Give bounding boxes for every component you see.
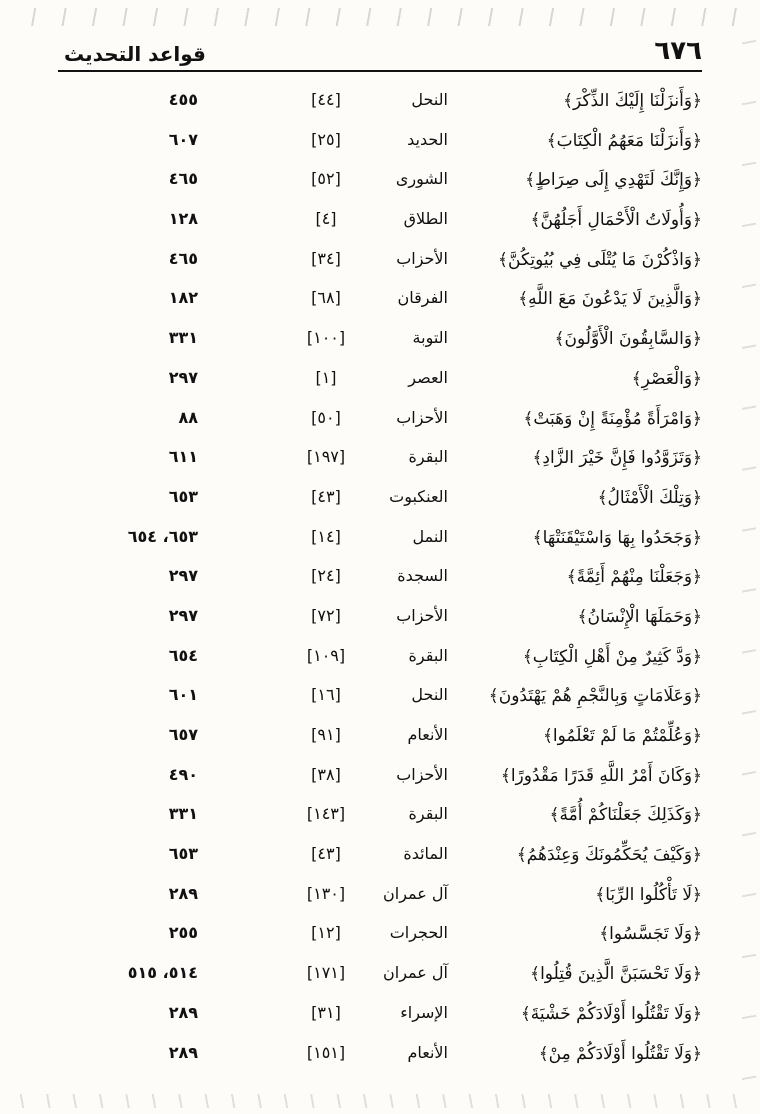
page-reference: ٦٥٣ <box>168 844 198 864</box>
surah-name: النمل <box>412 526 448 546</box>
surah-name: الفرقان <box>397 288 448 308</box>
page-reference: ٢٨٩ <box>168 1002 198 1022</box>
index-row <box>58 798 702 838</box>
index-row <box>58 560 702 600</box>
ayah-number: [٧٢] <box>311 605 341 625</box>
surah-name: الأحزاب <box>396 248 448 268</box>
ayah-number: [٦٨] <box>311 288 341 308</box>
page-reference: ٢٥٥ <box>168 923 198 943</box>
ayah-number: [٢٤] <box>311 566 341 586</box>
verse-text: ﴿وَجَحَدُوا بِهَا وَاسْتَيْقَنَتْهَا﴾ <box>532 527 702 548</box>
index-row <box>58 243 702 283</box>
page-reference: ٢٨٩ <box>168 1042 198 1062</box>
surah-name: الحجرات <box>389 923 448 943</box>
page-reference: ٢٩٧ <box>168 367 198 387</box>
ayah-number: [٢٥] <box>311 129 341 149</box>
ayah-number: [٣٤] <box>311 248 341 268</box>
verse-index-table <box>58 84 702 1076</box>
page-reference: ٤٩٠ <box>168 764 198 784</box>
verse-text: ﴿وَإِنَّكَ لَتَهْدِي إِلَى صِرَاطٍ﴾ <box>525 170 702 191</box>
ayah-number: [٥٢] <box>311 169 341 189</box>
index-row <box>58 759 702 799</box>
page-reference: ٨٨ <box>178 407 198 427</box>
surah-name: آل عمران <box>383 883 448 903</box>
ayah-number: [٤٤] <box>311 90 341 109</box>
ayah-number: [١] <box>315 367 337 387</box>
page-reference: ٦٥٣، ٦٥٤ <box>127 526 198 546</box>
surah-name: الطلاق <box>403 209 448 229</box>
page-reference: ٣٣١ <box>168 804 198 824</box>
surah-name: الحديد <box>407 129 448 149</box>
verse-text: ﴿وَامْرَأَةً مُؤْمِنَةً إِنْ وَهَبَتْ﴾ <box>523 408 702 429</box>
index-row <box>58 362 702 402</box>
ayah-number: [٣٨] <box>311 764 341 784</box>
verse-text: ﴿وَلَا تَحْسَبَنَّ الَّذِينَ قُتِلُوا﴾ <box>530 964 702 985</box>
surah-name: آل عمران <box>383 963 448 983</box>
index-row <box>58 521 702 561</box>
index-row <box>58 957 702 997</box>
index-row <box>58 282 702 322</box>
surah-name: الأنعام <box>407 725 448 744</box>
page-header <box>58 36 702 72</box>
index-row <box>58 1037 702 1077</box>
verse-text: ﴿وَأَنزَلْنَا إِلَيْكَ الذِّكْرَ﴾ <box>563 91 702 111</box>
running-title: قواعد التحديث <box>64 42 206 66</box>
verse-text: ﴿وَعُلِّمْتُمْ مَا لَمْ تَعْلَمُوا﴾ <box>542 726 702 746</box>
verse-text: ﴿وَأُولَاتُ الْأَحْمَالِ أَجَلُهُنَّ﴾ <box>530 210 702 231</box>
ayah-number: [٤] <box>315 209 337 229</box>
surah-name: الأنعام <box>407 1042 448 1062</box>
ayah-number: [٥٠] <box>311 407 341 427</box>
ayah-number: [١٤٣] <box>306 804 346 824</box>
page-reference: ٤٥٥ <box>168 90 198 109</box>
verse-text: ﴿وَالسَّابِقُونَ الْأَوَّلُونَ﴾ <box>554 329 702 350</box>
index-row <box>58 917 702 957</box>
ayah-number: [١٩٧] <box>306 447 346 467</box>
verse-text: ﴿وَكَذَلِكَ جَعَلْنَاكُمْ أُمَّةً﴾ <box>549 805 702 826</box>
ayah-number: [٤٣] <box>311 486 341 506</box>
page-reference: ٣٣١ <box>168 328 198 348</box>
index-row <box>58 640 702 680</box>
verse-text: ﴿وَحَمَلَهَا الْإِنْسَانُ﴾ <box>577 606 702 627</box>
verse-text: ﴿وَعَلَامَاتٍ وَبِالنَّجْمِ هُمْ يَهْتَدُونَ﴾ <box>488 686 702 707</box>
verse-text: ﴿وَكَانَ أَمْرُ اللَّهِ قَدَرًا مَقْدُورًا﴾ <box>500 765 702 786</box>
verse-text: ﴿وَلَا تَقْتُلُوا أَوْلَادَكُمْ خَشْيَةَ﴾ <box>520 1003 702 1024</box>
index-row <box>58 838 702 878</box>
verse-text: ﴿وَكَيْفَ يُحَكِّمُونَكَ وَعِنْدَهُمُ﴾ <box>516 845 702 866</box>
index-row <box>58 402 702 442</box>
verse-text: ﴿وَجَعَلْنَا مِنْهُمْ أَئِمَّةً﴾ <box>566 567 702 588</box>
page-reference: ٦١١ <box>168 447 198 467</box>
verse-text: ﴿وَلَا تَقْتُلُوا أَوْلَادَكُمْ مِنْ﴾ <box>538 1043 702 1064</box>
ayah-number: [١٤] <box>311 526 341 546</box>
ayah-number: [١٣٠] <box>306 883 346 903</box>
ayah-number: [١٧١] <box>306 963 346 983</box>
index-row <box>58 997 702 1037</box>
index-row <box>58 878 702 918</box>
page-reference: ٤٦٥ <box>168 169 198 189</box>
surah-name: البقرة <box>408 447 448 467</box>
verse-text: ﴿وَأَنزَلْنَا مَعَهُمُ الْكِتَابَ﴾ <box>546 130 702 151</box>
surah-name: الأحزاب <box>396 764 448 784</box>
verse-text: ﴿وَتِلْكَ الْأَمْثَالُ﴾ <box>597 487 702 508</box>
surah-name: البقرة <box>408 804 448 824</box>
verse-text: ﴿وَالَّذِينَ لَا يَدْعُونَ مَعَ اللَّهِ﴾ <box>518 289 702 310</box>
ayah-number: [٩١] <box>311 725 341 744</box>
surah-name: العصر <box>408 367 448 387</box>
page-reference: ٦٥٤ <box>168 645 198 665</box>
index-row <box>58 203 702 243</box>
ayah-number: [١٠٩] <box>306 645 346 665</box>
page-reference: ١٨٢ <box>168 288 198 308</box>
ayah-number: [١٢] <box>311 923 341 943</box>
ayah-number: [٤٣] <box>311 844 341 864</box>
ayah-number: [٣١] <box>311 1002 341 1022</box>
index-row <box>58 124 702 164</box>
ayah-number: [١٥١] <box>306 1042 346 1062</box>
surah-name: السجدة <box>397 566 448 586</box>
index-row <box>58 679 702 719</box>
surah-name: النحل <box>411 685 448 705</box>
page-edge-right <box>742 20 756 1094</box>
surah-name: الشورى <box>395 169 448 189</box>
page-edge-bottom <box>10 1094 740 1108</box>
page-reference: ١٢٨ <box>168 209 198 229</box>
verse-text: ﴿لَا تَأْكُلُوا الرِّبَا﴾ <box>595 884 702 905</box>
page-reference: ٦٠٧ <box>168 129 198 149</box>
verse-text: ﴿وَلَا تَجَسَّسُوا﴾ <box>599 924 702 945</box>
index-row <box>58 84 702 124</box>
page-reference: ٦٥٧ <box>168 725 198 744</box>
page-reference: ٦٠١ <box>168 685 198 705</box>
verse-text: ﴿وَدَّ كَثِيرٌ مِنْ أَهْلِ الْكِتَابِ﴾ <box>522 646 702 667</box>
page-reference: ٢٩٧ <box>168 605 198 625</box>
page-reference: ٦٥٣ <box>168 486 198 506</box>
page-edge-top <box>20 8 740 26</box>
surah-name: العنكبوت <box>389 486 448 506</box>
ayah-number: [١٦] <box>311 685 341 705</box>
surah-name: الإسراء <box>400 1002 448 1022</box>
page-reference: ٥١٤، ٥١٥ <box>127 963 198 983</box>
index-row <box>58 322 702 362</box>
verse-text: ﴿وَاذْكُرْنَ مَا يُتْلَى فِي بُيُوتِكُنَّ﴾ <box>498 249 702 270</box>
surah-name: الأحزاب <box>396 605 448 625</box>
page-reference: ٢٩٧ <box>168 566 198 586</box>
surah-name: الأحزاب <box>396 407 448 427</box>
index-row <box>58 163 702 203</box>
surah-name: النحل <box>411 90 448 109</box>
index-row <box>58 600 702 640</box>
index-row <box>58 719 702 759</box>
page-reference: ٢٨٩ <box>168 883 198 903</box>
page-number: ٦٧٦ <box>654 36 702 66</box>
surah-name: المائدة <box>403 844 448 864</box>
verse-text: ﴿وَالْعَصْرِ﴾ <box>631 368 702 389</box>
index-row <box>58 441 702 481</box>
surah-name: البقرة <box>408 645 448 665</box>
index-row <box>58 481 702 521</box>
surah-name: التوبة <box>412 328 448 348</box>
page-reference: ٤٦٥ <box>168 248 198 268</box>
verse-text: ﴿وَتَزَوَّدُوا فَإِنَّ خَيْرَ الزَّادِ﴾ <box>532 448 702 469</box>
ayah-number: [١٠٠] <box>306 328 346 348</box>
